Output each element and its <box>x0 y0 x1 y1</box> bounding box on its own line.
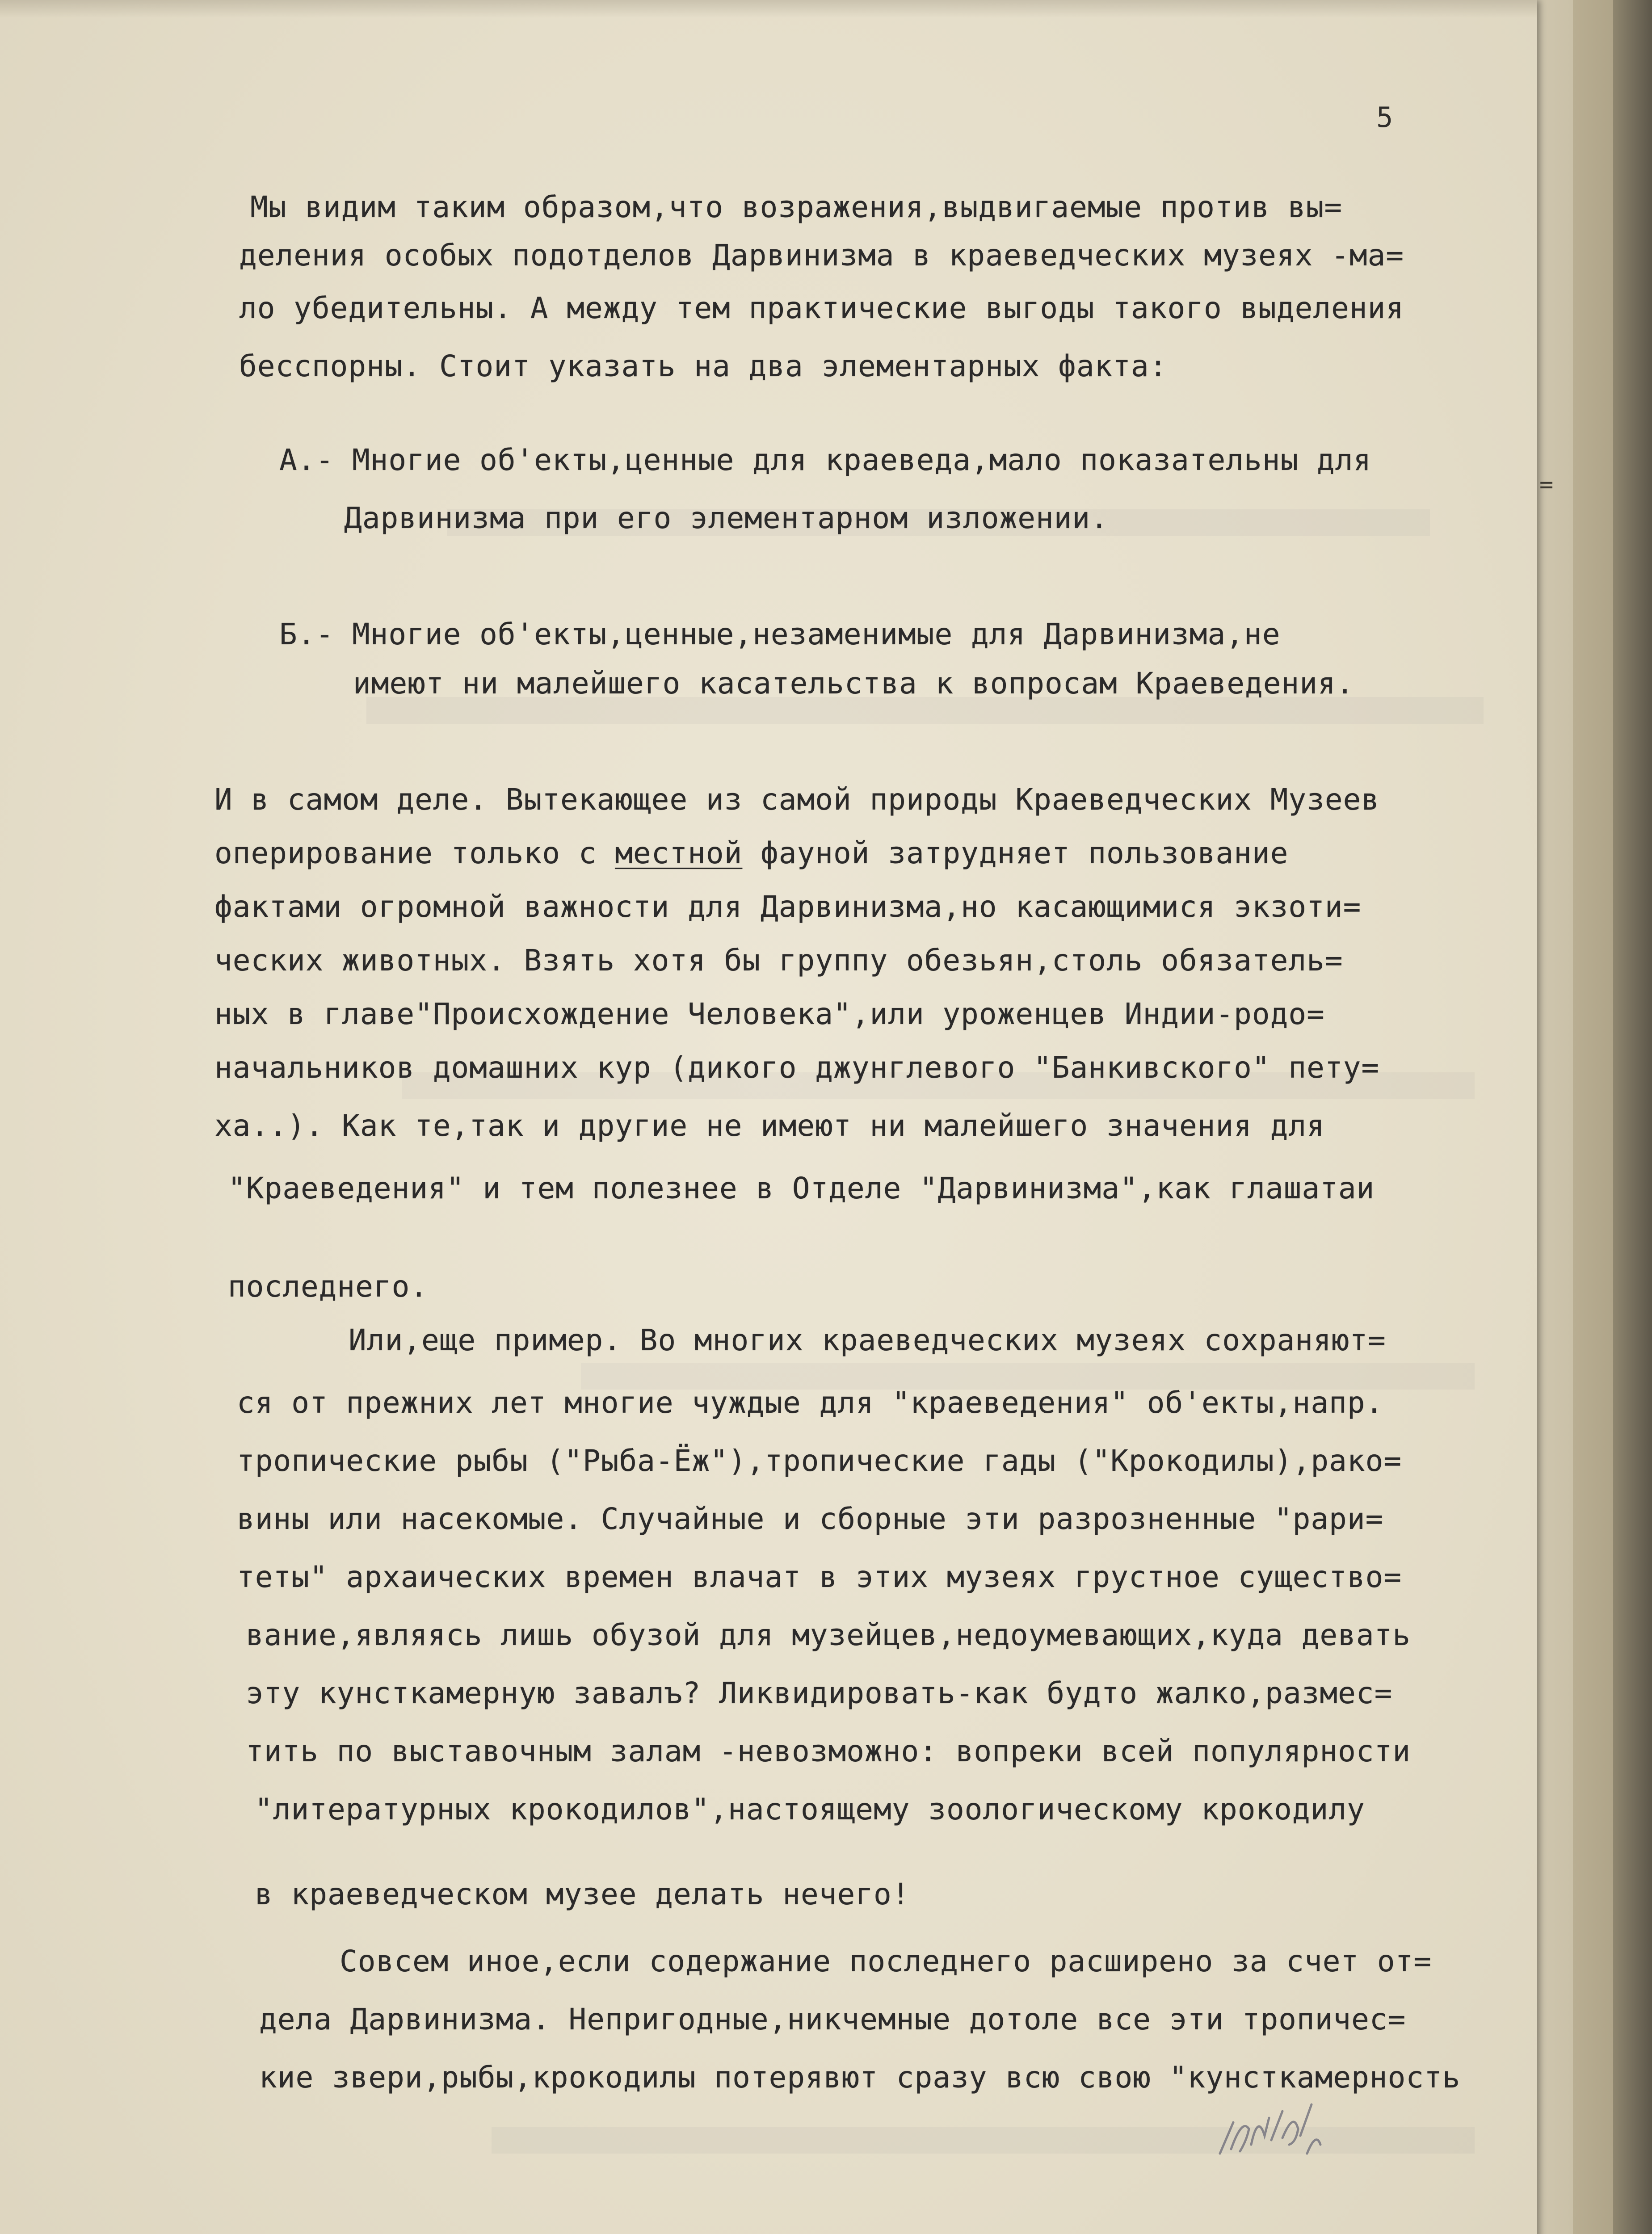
text-line: дела Дарвинизма. Непригодные,никчемные дотоле все эти тропичес= <box>259 2002 1406 2037</box>
list-item-a: А.- Многие об'екты,ценные для краеведа,мало показательны для <box>279 443 1372 477</box>
back-sheet-edge <box>1613 0 1652 2234</box>
text-line: в краеведческом музее делать нечего! <box>255 1877 910 1911</box>
text-line: вины или насекомые. Случайные и сборные эти разрозненные "рари= <box>237 1502 1384 1536</box>
text-line: тропические рыбы ("Рыба-Ёж"),тропические гады ("Крокодилы),рако= <box>237 1444 1402 1478</box>
text-line-underlined <box>214 836 1288 871</box>
text-line: теты" архаических времен влачат в этих музеях грустное существо= <box>237 1560 1402 1594</box>
text-line: вание,являясь лишь обузой для музейцев,недоумевающих,куда девать <box>246 1618 1411 1652</box>
text-line: кие звери,рыбы,крокодилы потерявют сразу всю свою "кунсткамерность <box>259 2060 1461 2095</box>
text-line: Совсем иное,если содержание последнего расширено за счет от= <box>340 1944 1432 1978</box>
text-line: последнего. <box>228 1269 429 1304</box>
text-run: оперирование только с <box>214 836 615 870</box>
text-line: Или,еще пример. Во многих краеведческих музеях сохраняют= <box>349 1323 1386 1357</box>
text-line: И в самом деле. Вытекающее из самой природы Краеведческих Музеев <box>214 782 1380 817</box>
text-line: "литературных крокодилов",настоящему зоологическому крокодилу <box>255 1792 1365 1827</box>
text-line: Мы видим таким образом,что возражения,выдвигаемые против вы= <box>250 190 1343 224</box>
underlined-word: местной <box>615 836 743 870</box>
text-line: тить по выставочным залам -невозможно: вопреки всей популярности <box>246 1734 1411 1768</box>
text-line: ся от прежних лет многие чуждые для "краеведения" об'екты,напр. <box>237 1386 1384 1420</box>
text-line: ло убедительны. А между тем практические выгоды такого выделения <box>239 291 1404 325</box>
text-line: эту кунсткамерную завалъ? Ликвидировать-как будто жалко,размес= <box>246 1676 1393 1710</box>
list-item-b-cont: имеют ни малейшего касательства к вопросам Краеведения. <box>353 666 1354 701</box>
bleed-through <box>492 2127 1475 2154</box>
text-line: бесспорны. Стоит указать на два элементарных факта: <box>239 349 1168 383</box>
margin-mark: = <box>1539 471 1554 498</box>
text-line: начальников домашних кур (дикого джунглевого "Банкивского" пету= <box>214 1050 1380 1085</box>
text-line: "Краеведения" и тем полезнее в Отделе "Дарвинизма",как глашатаи <box>228 1171 1375 1205</box>
text-line: фактами огромной важности для Дарвинизма,но касающимися экзоти= <box>214 890 1362 924</box>
list-item-a-cont: Дарвинизма при его элементарном изложении. <box>344 501 1109 535</box>
text-line: деления особых подотделов Дарвинизма в краеведческих музеях -ма= <box>239 238 1404 273</box>
text-line: ческих животных. Взять хотя бы группу обезьян,столь обязатель= <box>214 943 1343 978</box>
list-item-b: Б.- Многие об'екты,ценные,незаменимые для Дарвинизма,не <box>279 617 1281 651</box>
archive-pencil-mark <box>1215 2087 1323 2176</box>
text-line: ха..). Как те,так и другие не имеют ни малейшего значения для <box>214 1109 1325 1143</box>
text-line: ных в главе"Происхождение Человека",или уроженцев Индии-родо= <box>214 997 1325 1031</box>
text-run: фауной затрудняет пользование <box>742 836 1289 870</box>
page-number: 5 <box>1376 101 1393 134</box>
page-shadow <box>0 0 1537 18</box>
